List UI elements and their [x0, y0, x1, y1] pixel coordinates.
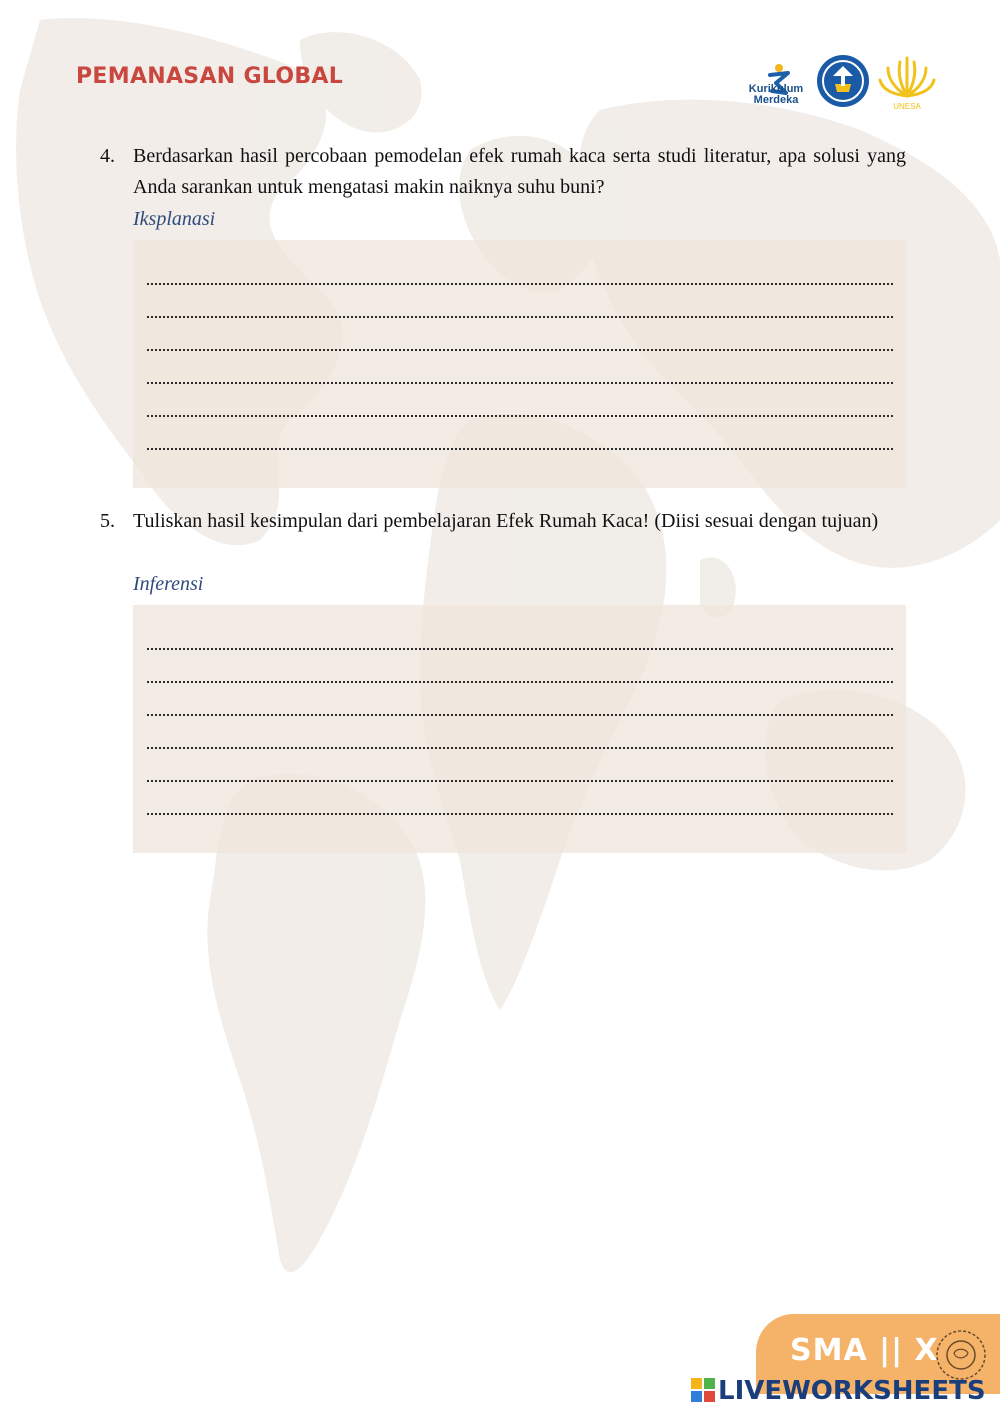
answer-line[interactable]: [147, 714, 893, 749]
answer-line[interactable]: [147, 747, 893, 782]
question-text: Berdasarkan hasil percobaan pemodelan efek rumah kaca serta studi literatur, apa solusi yang Anda sarankan untuk mengatasi makin naiknya suhu buni?: [133, 145, 906, 198]
liveworksheets-watermark: [690, 1376, 986, 1406]
kurikulum-label: Kurikulum: [748, 83, 804, 95]
answer-line[interactable]: [147, 780, 893, 815]
question-number: 4.: [100, 145, 115, 167]
unesa-logo: [878, 52, 936, 112]
answer-box-4[interactable]: [133, 240, 906, 488]
skill-label: Inferensi: [133, 573, 204, 595]
page-title: PEMANASAN GLOBAL: [76, 64, 344, 89]
answer-line[interactable]: [147, 415, 893, 450]
tut-wuri-handayani-logo: [816, 54, 870, 108]
answer-line[interactable]: [147, 382, 893, 417]
kurikulum-merdeka-label: [740, 84, 812, 106]
answer-box-5[interactable]: [133, 605, 906, 853]
answer-line[interactable]: [147, 316, 893, 351]
question-number: 5.: [100, 510, 115, 532]
answer-line[interactable]: [147, 283, 893, 318]
answer-line[interactable]: [147, 250, 893, 285]
answer-line[interactable]: [147, 349, 893, 384]
answer-line[interactable]: [147, 648, 893, 683]
skill-label: Iksplanasi: [133, 208, 216, 230]
school-seal-icon: [934, 1328, 988, 1382]
header-logos: [740, 50, 940, 115]
answer-line[interactable]: [147, 615, 893, 650]
question-text: Tuliskan hasil kesimpulan dari pembelajaran Efek Rumah Kaca! (Diisi sesuai dengan tujuan): [133, 510, 879, 532]
liveworksheets-label: LIVEWORKSHEETS: [718, 1376, 986, 1406]
level-badge-label: SMA || X: [790, 1333, 939, 1368]
merdeka-label: Merdeka: [753, 94, 799, 106]
liveworksheets-logo-icon: [690, 1377, 716, 1403]
answer-line[interactable]: [147, 681, 893, 716]
unesa-label: UNESA: [893, 102, 921, 111]
